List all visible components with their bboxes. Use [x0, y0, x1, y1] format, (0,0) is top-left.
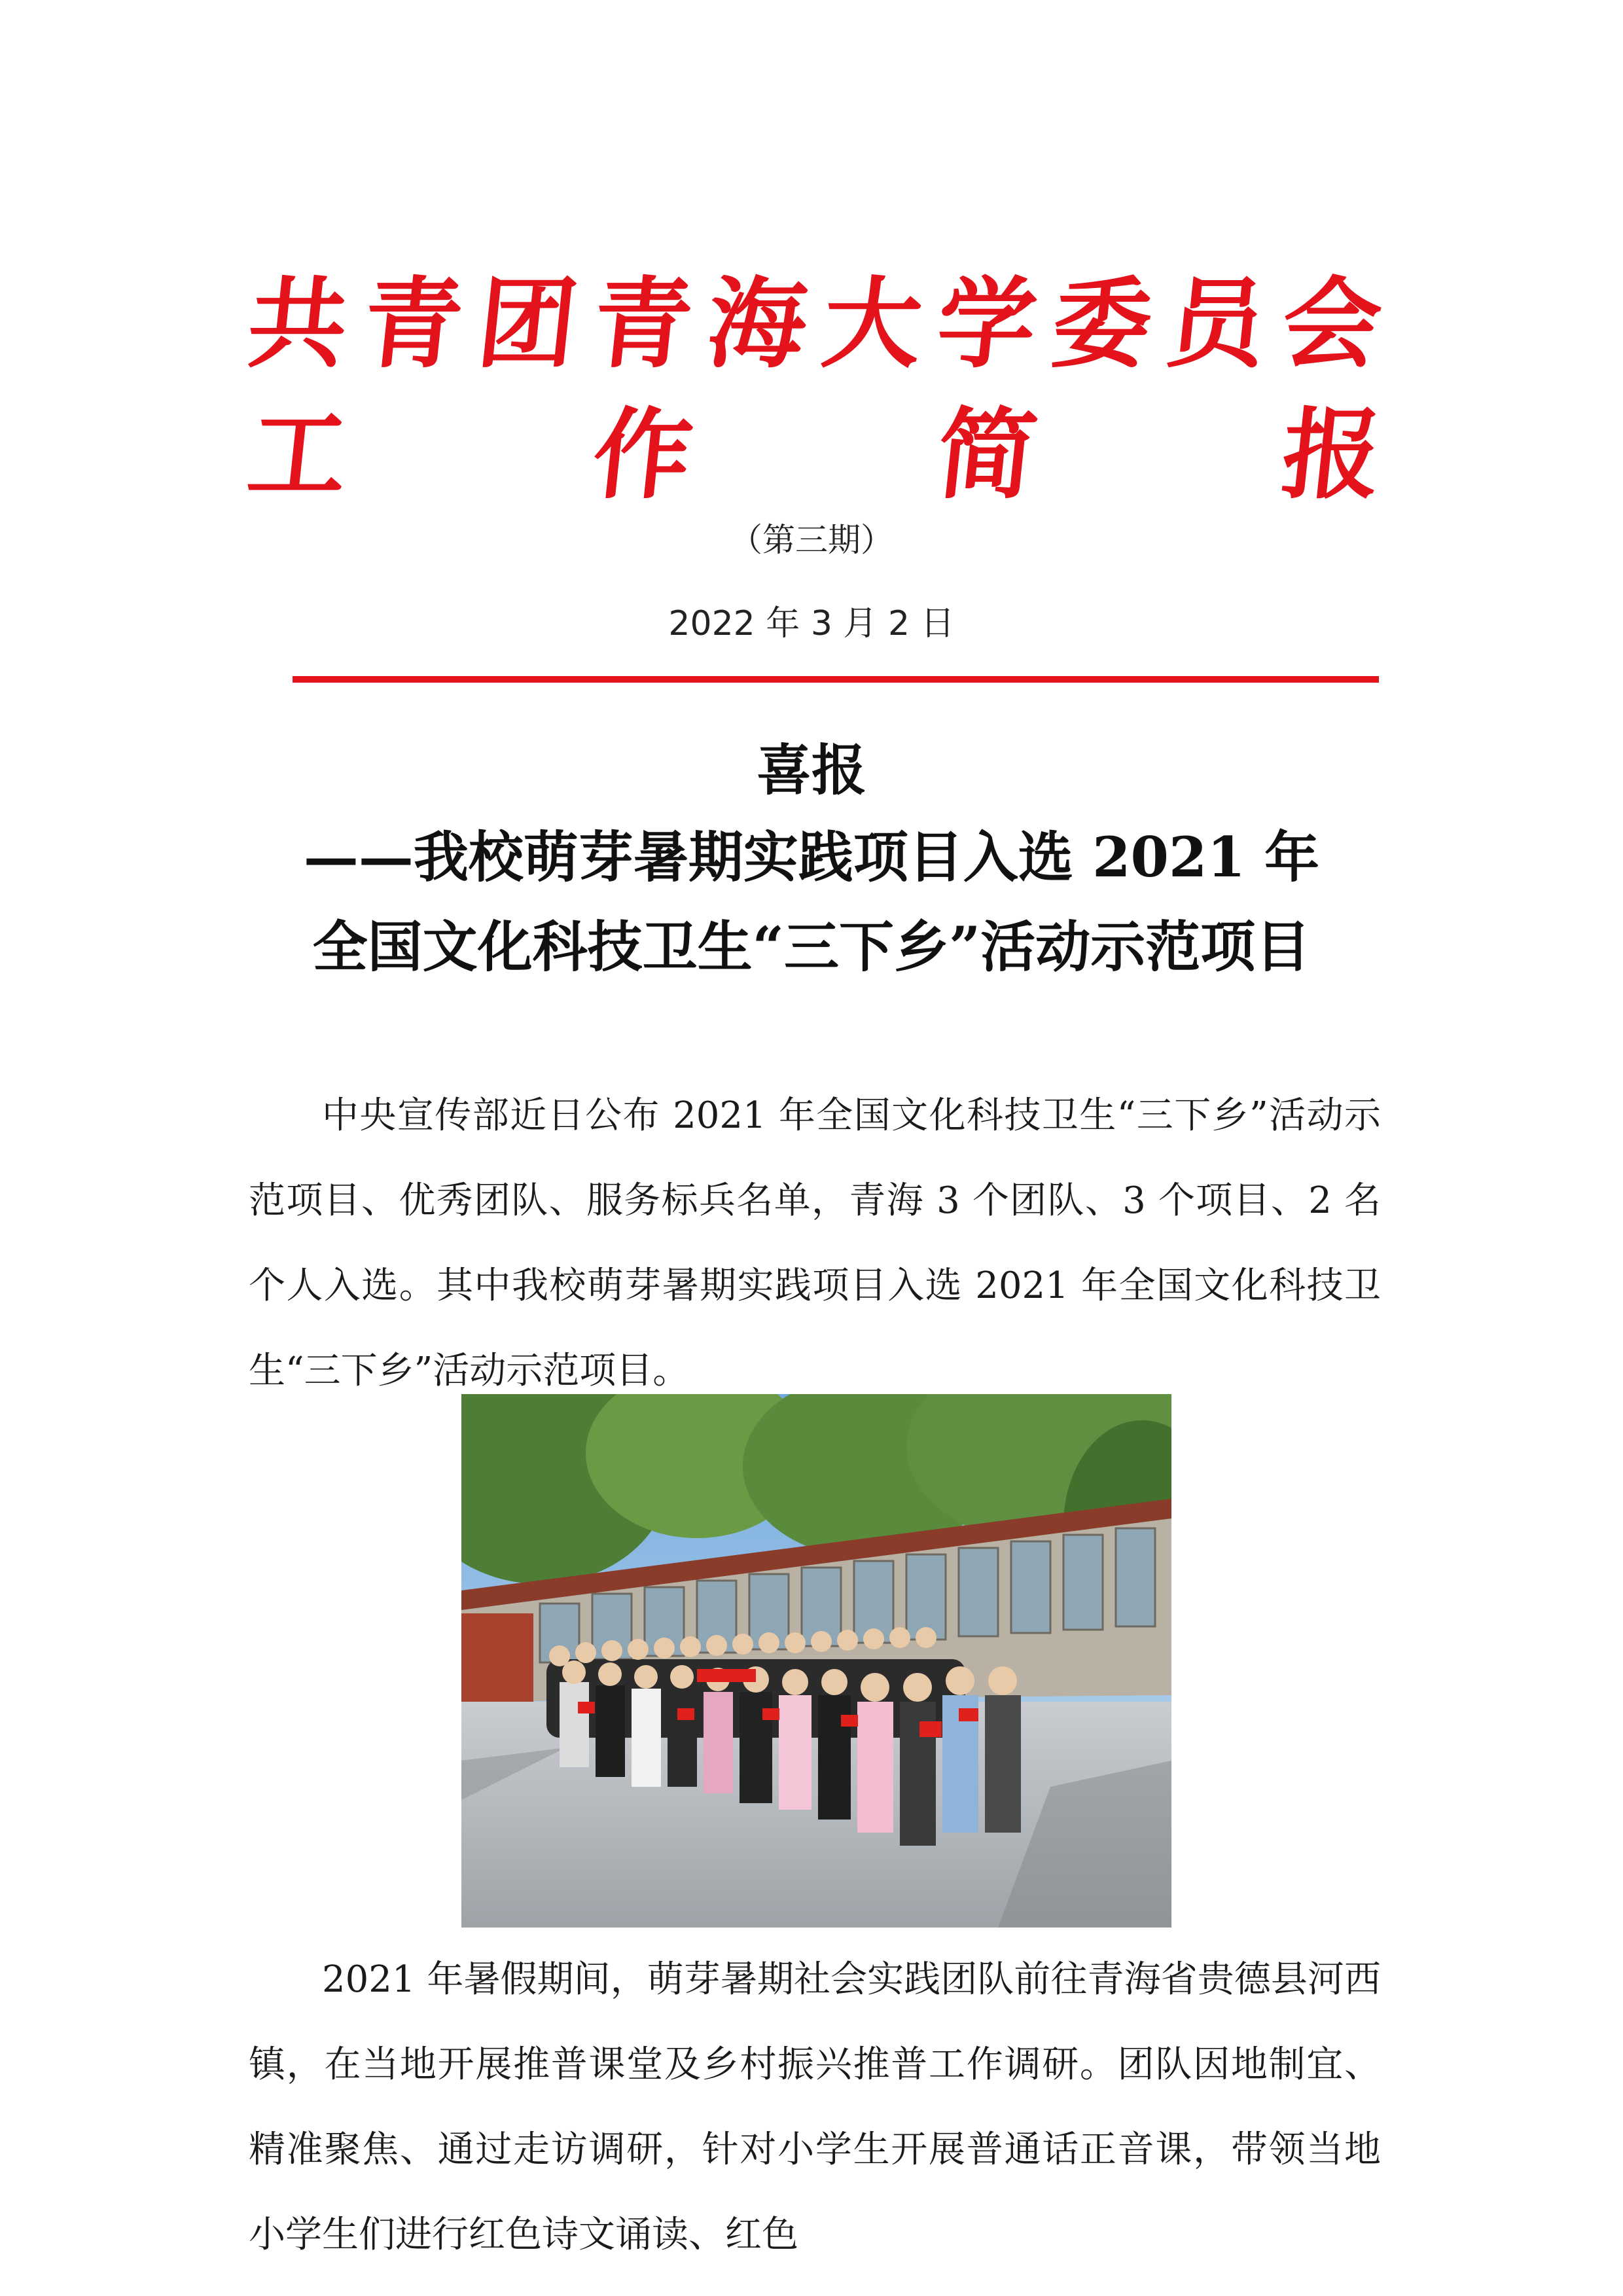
- masthead-subtitle-char: 工: [242, 397, 353, 512]
- masthead-title-char: 共: [242, 266, 353, 382]
- masthead-subtitle-char: 简: [932, 397, 1043, 512]
- masthead-title-char: 青: [357, 266, 468, 382]
- masthead-subtitle: [242, 397, 1387, 512]
- masthead-subtitle-char: 报: [1276, 397, 1387, 512]
- masthead-title-char: 学: [932, 266, 1043, 382]
- event-photo: [461, 1394, 1171, 1928]
- masthead-subtitle-char: 作: [587, 397, 698, 512]
- headline-subtitle-line-2: 全国文化科技卫生“三下乡”活动示范项目: [312, 914, 1311, 979]
- masthead-title-char: 委: [1046, 266, 1158, 382]
- masthead-title-char: 青: [587, 266, 698, 382]
- headline-subtitle-line-1: ——我校萌芽暑期实践项目入选 2021 年: [303, 825, 1320, 889]
- body-paragraph-1: 中央宣传部近日公布 2021 年全国文化科技卫生“三下乡”活动示范项目、优秀团队、服务标兵名单，青海 3 个团队、3 个项目、2 名个人入选。其中我校萌芽暑期实践项目入选 2021 年全国文化科技卫生“三下乡”活动示范项目。: [249, 1094, 1381, 1392]
- publish-date: 2022 年 3 月 2 日: [668, 604, 955, 643]
- body-paragraph-2: 2021 年暑假期间，萌芽暑期社会实践团队前往青海省贵德县河西镇，在当地开展推普课堂及乡村振兴推普工作调研。团队因地制宜、精准聚焦、通过走访调研，针对小学生开展普通话正音课，带领当地小学生们进行红色诗文诵读、红色: [249, 1958, 1381, 2256]
- issue-number: （第三期）: [730, 521, 893, 559]
- headline-main: 喜报: [756, 738, 866, 802]
- masthead-title-char: 大: [817, 266, 927, 382]
- masthead-title-char: 海: [702, 266, 813, 382]
- red-divider: [293, 676, 1379, 683]
- masthead-title: [242, 259, 1387, 389]
- masthead-title-char: 员: [1162, 266, 1272, 382]
- masthead-title-char: 会: [1276, 266, 1387, 382]
- masthead-title-char: 团: [472, 266, 583, 382]
